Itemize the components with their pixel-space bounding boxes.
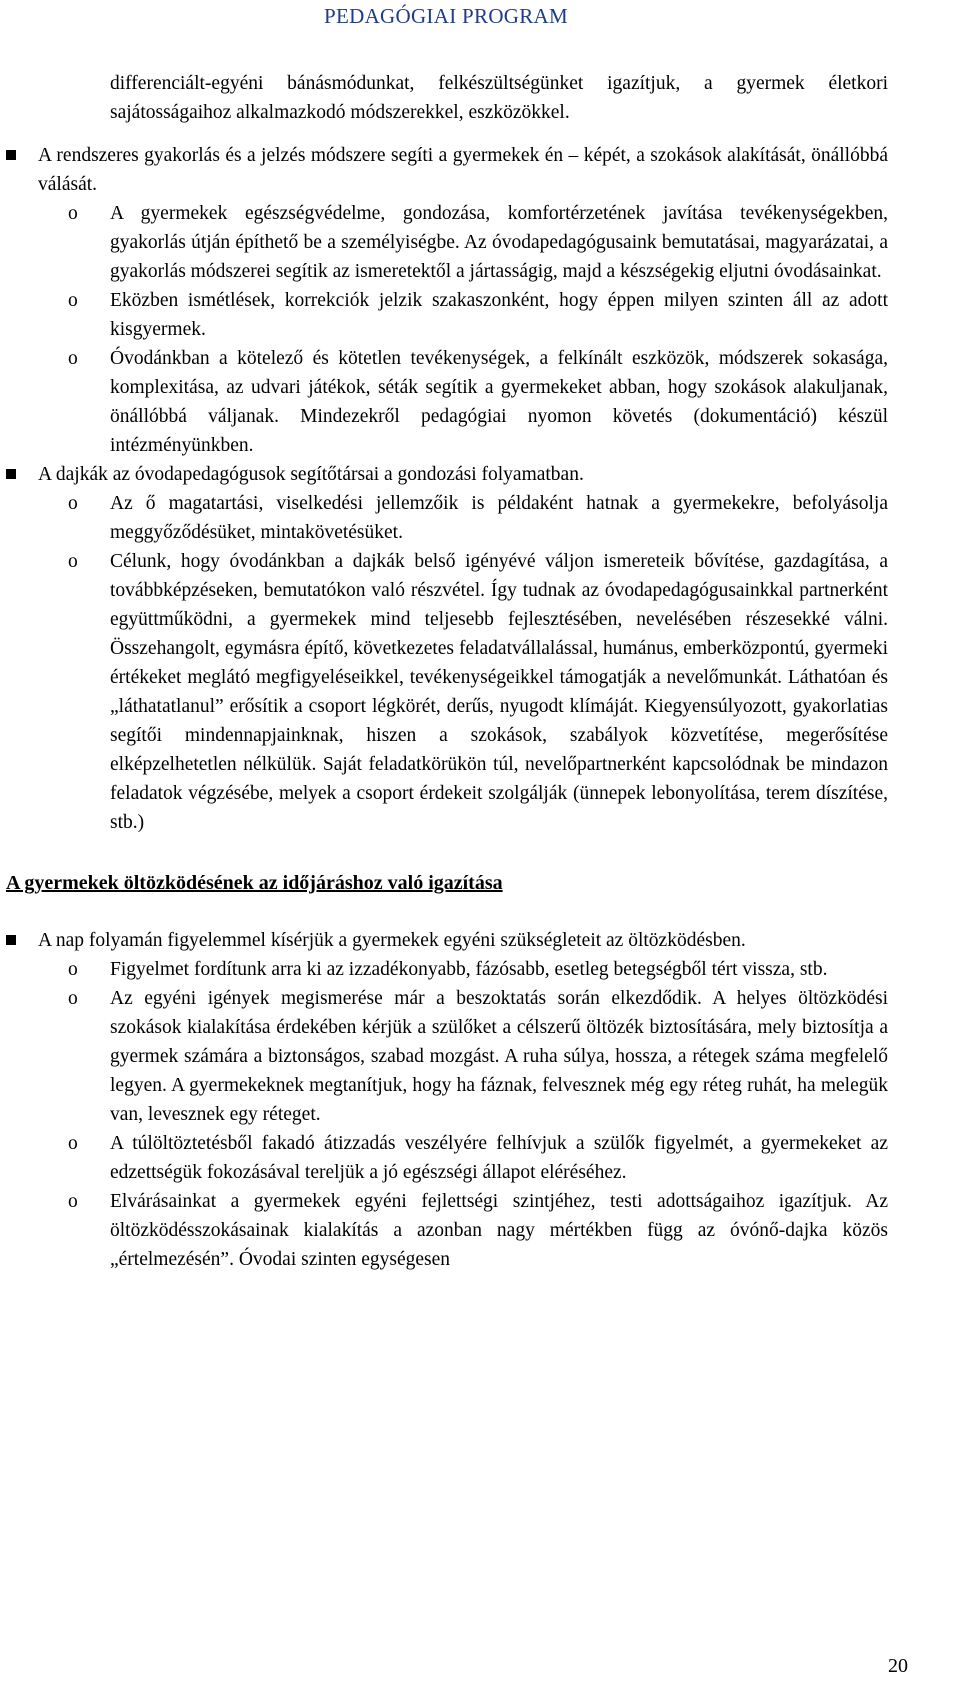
page-number: 20: [888, 1655, 908, 1677]
sub-item-text: Óvodánkban a kötelező és kötetlen tevékenységek, a felkínált eszközök, módszerek sokasága, komplexitása, az udvari játékok, séták segítik a gyermekeket abban, hogy szokások alakuljanak, önállóbbá váljanak. Mindezekről pedagógiai nyomon követés (dokumentáció) készül intézményünkben.: [110, 348, 888, 456]
sub-item-text: Figyelmet fordítunk arra ki az izzadékonyabb, fázósabb, esetleg betegségből tért vissza, stb.: [110, 959, 828, 980]
circle-bullet-icon: o: [68, 988, 78, 1009]
bullet-text: A nap folyamán figyelemmel kísérjük a gyermekek egyéni szükségleteit az öltözködésben.: [38, 930, 746, 951]
square-bullet-icon: [6, 150, 16, 160]
sub-item: [68, 286, 888, 344]
sub-item-text: Az ő magatartási, viselkedési jellemzőik is példaként hatnak a gyermekekre, befolyásolja meggyőződésüket, mintakövetésüket.: [110, 493, 888, 543]
sub-item: [68, 984, 888, 1129]
section-heading: A gyermekek öltözködésének az időjáráshoz való igazítása: [6, 872, 503, 894]
circle-bullet-icon: o: [68, 959, 78, 980]
bullet-text: A rendszeres gyakorlás és a jelzés módszere segíti a gyermekek én – képét, a szokások alakítását, önállóbbá válását.: [38, 145, 888, 195]
sub-item: [68, 1187, 888, 1274]
sub-item: [68, 199, 888, 286]
sub-item-text: Az egyéni igények megismerése már a beszoktatás során elkezdődik. A helyes öltözködési szokások kialakítása érdekében kérjük a szülőket a célszerű öltözék biztosítására, mely biztosítja a gyermek számára a biztonságos, szabad mozgást. A ruha súlya, hossza, a rétegek száma megfelelő legyen. A gyermekeknek megtanítjuk, hogy ha fáznak, felvesznek még egy réteg ruhát, ha melegük van, levesznek egy réteget.: [110, 988, 888, 1125]
bullet-text: A dajkák az óvodapedagógusok segítőtársai a gondozási folyamatban.: [38, 464, 584, 485]
sub-item: [68, 1129, 888, 1187]
intro-paragraph: differenciált-egyéni bánásmódunkat, felkészültségünket igazítjuk, a gyermek életkori sajátosságaihoz alkalmazkodó módszerekkel, eszközökkel.: [110, 73, 888, 123]
circle-bullet-icon: o: [68, 493, 78, 514]
sub-item-text: Célunk, hogy óvodánkban a dajkák belső igényévé váljon ismereteik bővítése, gazdagítása, a továbbképzéseken, bemutatókon való részvétel. Így tudnak az óvodapedagógusainkkal partnerként együttműködni, a gyermekek mind teljesebb fejlesztésében, nevelésében részesekké válni. Összehangolt, egymásra építő, következetes feladatvállalással, humánus, emberközpontú, gyermeki értékeket meglátó megfigyeléseikkel, tevékenységeikkel támogatják a nevelőmunkát. Láthatóan és „láthatatlanul” erősítik a csoport légkörét, derűs, nyugodt klímáját. Kiegyensúlyozott, gyakorlatias segítői mindennapjainknak, hiszen a szokások, szabályok közvetítése, megerősítése elképzelhetetlen nélkülük. Saját feladatkörükön túl, nevelőpartnerként kapcsolódnak be mindazon feladatok végzésébe, melyek a csoport érdekeit szolgálják (ünnepek lebonyolítása, terem díszítése, stb.): [110, 551, 888, 833]
sub-item-text: A gyermekek egészségvédelme, gondozása, komfortérzetének javítása tevékenységekben, gyakorlás útján építhető be a személyiségbe. Az óvodapedagógusaink bemutatásai, magyarázatai, a gyakorlás módszerei segítik az ismeretektől a jártasságig, majd a készségekig eljutni óvodásainkat.: [110, 203, 888, 282]
circle-bullet-icon: o: [68, 551, 78, 572]
sub-item: [68, 955, 888, 984]
bullet-item-clothing: [38, 926, 888, 955]
square-bullet-icon: [6, 935, 16, 945]
bullet-item-practice: [38, 141, 888, 199]
circle-bullet-icon: o: [68, 1133, 78, 1154]
circle-bullet-icon: o: [68, 348, 78, 369]
circle-bullet-icon: o: [68, 203, 78, 224]
circle-bullet-icon: o: [68, 290, 78, 311]
sub-item-text: Elvárásainkat a gyermekek egyéni fejlettségi szintjéhez, testi adottságaihoz igazítjuk. Az öltözködésszokásainak kialakítás a azonban nagy mértékben függ az óvónő-dajka közös „értelmezésén”. Óvodai szinten egységesen: [110, 1191, 888, 1270]
bullet-item-dajkak: [38, 460, 888, 489]
square-bullet-icon: [6, 469, 16, 479]
sub-item: [68, 547, 888, 837]
page-header-title: PEDAGÓGIAI PROGRAM: [324, 4, 568, 28]
sub-item-text: A túlöltöztetésből fakadó átizzadás veszélyére felhívjuk a szülők figyelmét, a gyermekeket az edzettségük fokozásával tereljük a jó egészségi állapot eléréséhez.: [110, 1133, 888, 1183]
sub-item: [68, 489, 888, 547]
sub-item-text: Eközben ismétlések, korrekciók jelzik szakaszonként, hogy éppen milyen szinten áll az adott kisgyermek.: [110, 290, 888, 340]
sub-item: [68, 344, 888, 460]
circle-bullet-icon: o: [68, 1191, 78, 1212]
document-body: [0, 69, 960, 1274]
